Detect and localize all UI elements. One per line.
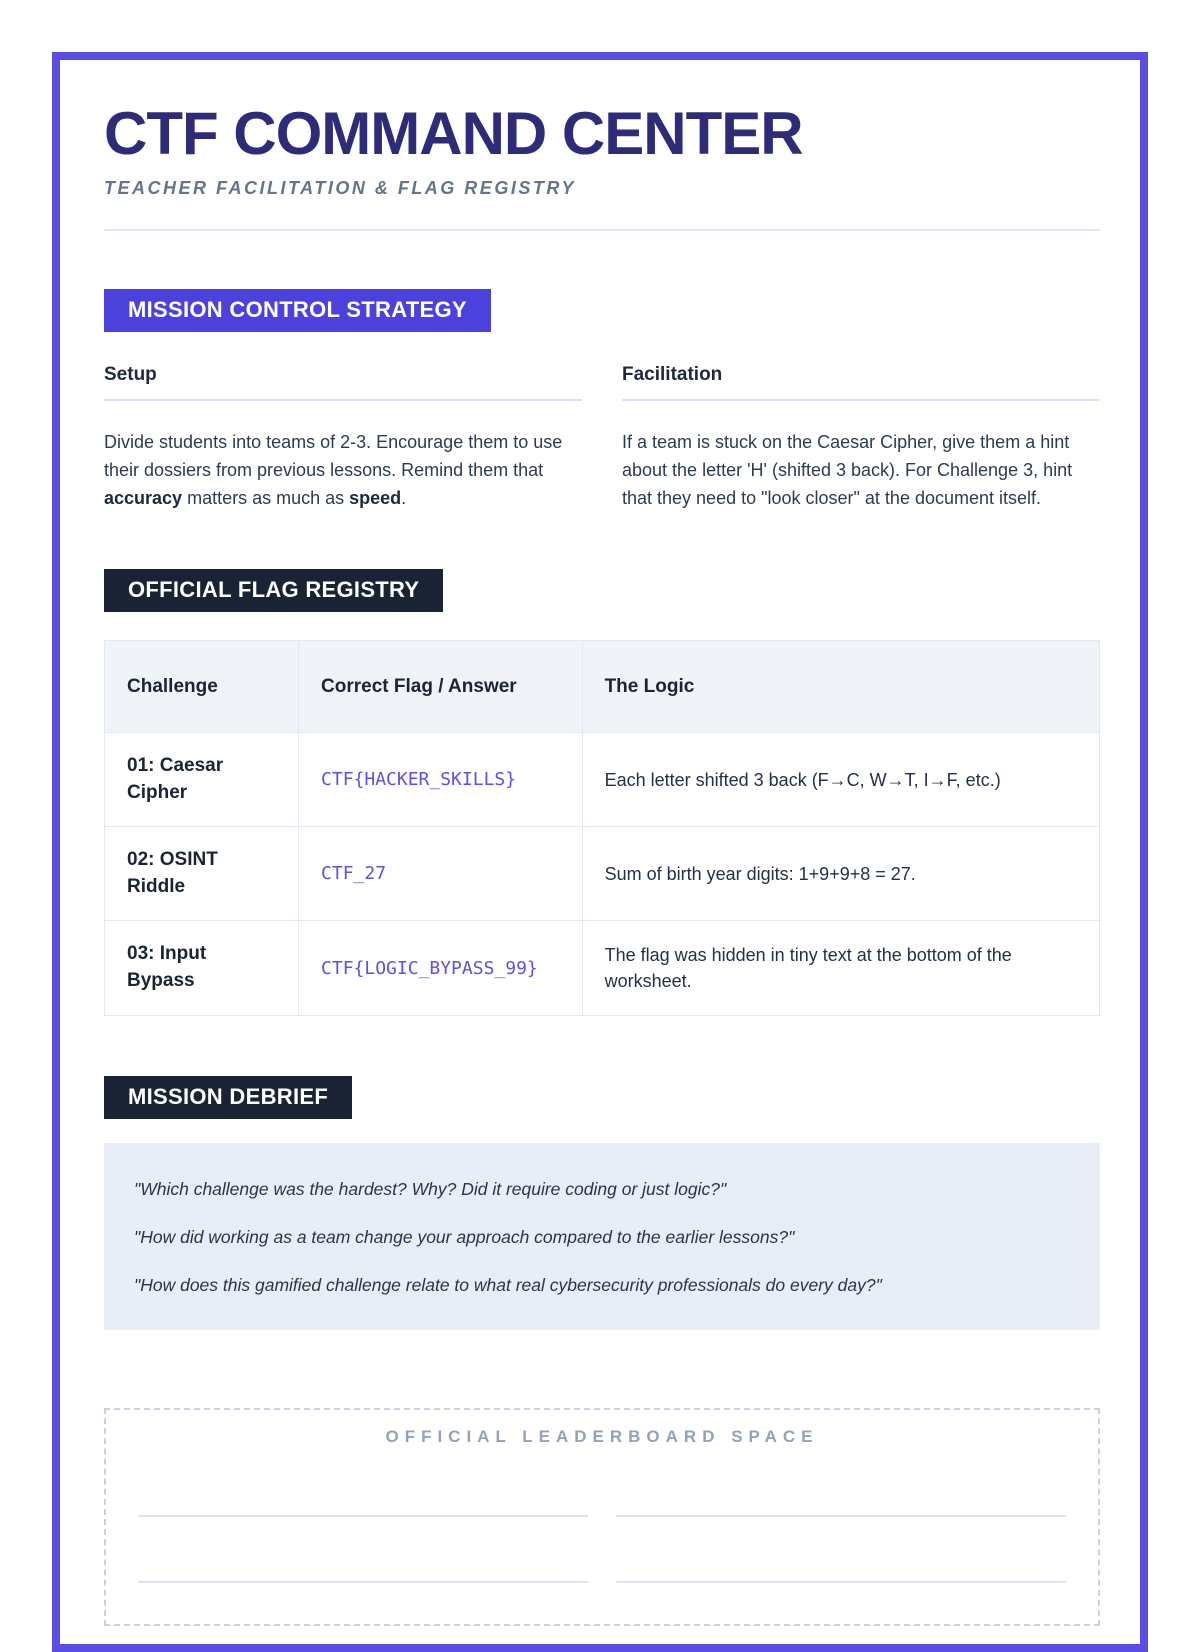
header-divider <box>104 229 1100 231</box>
table-row <box>105 733 1100 827</box>
write-in-line <box>138 1581 588 1583</box>
mission-debrief-badge: MISSION DEBRIEF <box>104 1076 352 1119</box>
facilitation-column <box>622 364 1100 513</box>
setup-text: Divide students into teams of 2-3. Encourage them to use their dossiers from previous lessons. Remind them that accuracy matters as much as speed. <box>104 432 563 508</box>
facilitation-text: If a team is stuck on the Caesar Cipher, give them a hint about the letter 'H' (shifted 3 back). For Challenge 3, hint that they need to "look closer" at the document itself. <box>622 432 1073 508</box>
debrief-question: "How does this gamified challenge relate to what real cybersecurity professionals do every day?" <box>134 1274 882 1295</box>
debrief-question: "How did working as a team change your approach compared to the earlier lessons?" <box>134 1226 795 1247</box>
leaderboard-title: OFFICIAL LEADERBOARD SPACE <box>385 1426 819 1446</box>
logic-text: Sum of birth year digits: 1+9+9+8 = 27. <box>582 827 1099 921</box>
flag-registry-table <box>104 640 1100 1016</box>
flag-value: CTF{LOGIC_BYPASS_99} <box>299 921 583 1015</box>
write-in-line <box>138 1515 588 1517</box>
page-frame <box>52 52 1148 1652</box>
setup-heading: Setup <box>104 364 582 401</box>
column-header-challenge: Challenge <box>105 641 299 733</box>
logic-text: Each letter shifted 3 back (F→C, W→T, I→F, etc.) <box>582 733 1099 827</box>
official-flag-registry-badge: OFFICIAL FLAG REGISTRY <box>104 569 443 612</box>
challenge-name: 02: OSINT Riddle <box>105 827 299 921</box>
column-header-logic: The Logic <box>582 641 1099 733</box>
leaderboard-write-in-lines <box>138 1515 1066 1583</box>
official-leaderboard-space <box>104 1408 1100 1626</box>
strategy-columns <box>104 364 1100 513</box>
facilitation-heading: Facilitation <box>622 364 1100 401</box>
section-official-flag-registry <box>104 569 1100 1016</box>
page-subtitle: TEACHER FACILITATION & FLAG REGISTRY <box>104 178 576 198</box>
table-row <box>105 921 1100 1015</box>
debrief-question: "Which challenge was the hardest? Why? Did it require coding or just logic?" <box>134 1178 727 1199</box>
write-in-line <box>616 1515 1066 1517</box>
challenge-name: 01: Caesar Cipher <box>105 733 299 827</box>
logic-text: The flag was hidden in tiny text at the bottom of the worksheet. <box>582 921 1099 1015</box>
debrief-questions-box <box>104 1143 1100 1330</box>
column-header-flag: Correct Flag / Answer <box>299 641 583 733</box>
table-header-row <box>105 641 1100 733</box>
page-title: CTF COMMAND CENTER <box>104 100 803 167</box>
section-mission-debrief <box>104 1076 1100 1330</box>
flag-value: CTF{HACKER_SKILLS} <box>299 733 583 827</box>
flag-value: CTF_27 <box>299 827 583 921</box>
document-header <box>104 100 1100 231</box>
mission-control-strategy-badge: MISSION CONTROL STRATEGY <box>104 289 491 332</box>
section-mission-control-strategy <box>104 289 1100 513</box>
table-row <box>105 827 1100 921</box>
setup-column <box>104 364 582 513</box>
challenge-name: 03: Input Bypass <box>105 921 299 1015</box>
write-in-line <box>616 1581 1066 1583</box>
